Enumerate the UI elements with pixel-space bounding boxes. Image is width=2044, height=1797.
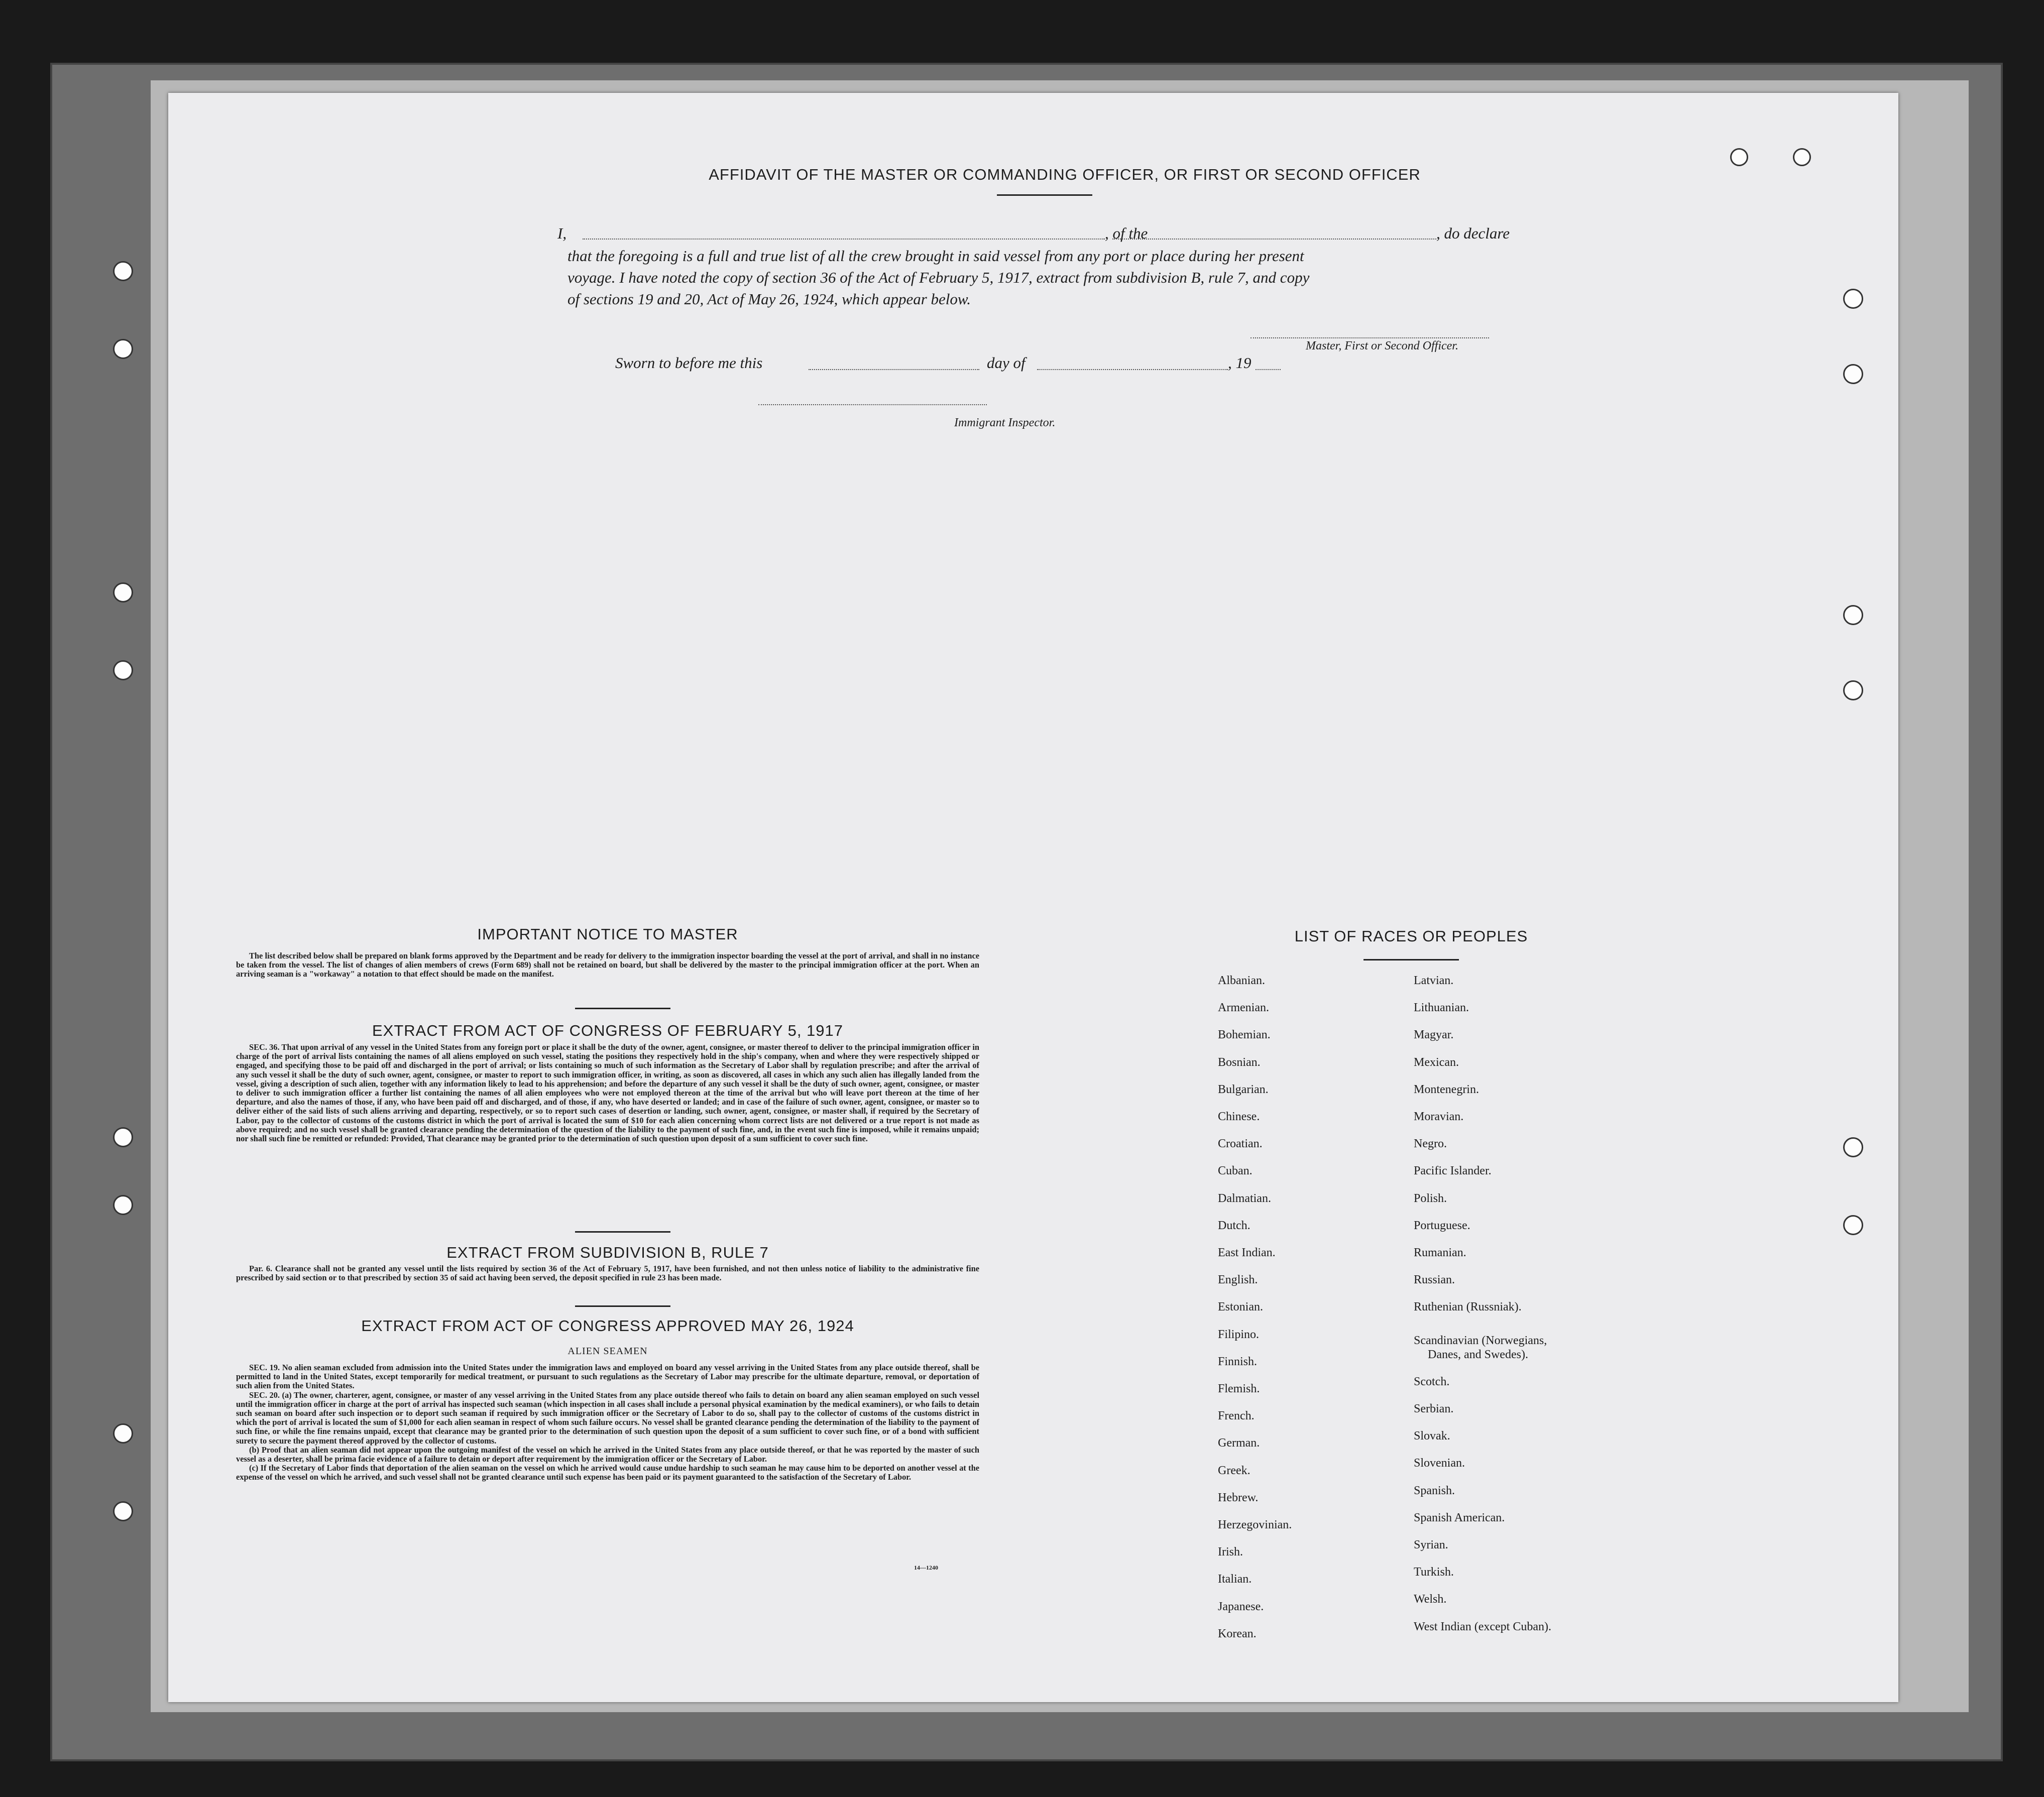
extract-1917-title: EXTRACT FROM ACT OF CONGRESS OF FEBRUARY 5, 1917 bbox=[372, 1022, 844, 1039]
page-punch-hole bbox=[1843, 1137, 1863, 1157]
race-item: Armenian. bbox=[1218, 1001, 1269, 1015]
extract-1924-title: EXTRACT FROM ACT OF CONGRESS APPROVED MAY 26, 1924 bbox=[361, 1317, 854, 1335]
race-item: Montenegrin. bbox=[1414, 1083, 1479, 1096]
race-item: Greek. bbox=[1218, 1464, 1251, 1477]
sworn-day-of: day of bbox=[987, 354, 1026, 372]
race-item: Bohemian. bbox=[1218, 1028, 1271, 1042]
binder-hole bbox=[113, 582, 133, 603]
master-signature-line[interactable] bbox=[1251, 337, 1489, 338]
notice-paragraph: The list described below shall be prepared on blank forms approved by the Department and be ready for delivery to the immigration inspector boarding the vessel at the port of arrival, and shall in no instance be taken from the vessel. The list of changes of alien members of crews (Form 689) shall not be retained on board, but shall be delivered by the master to the principal immigration officer at the port. When an arriving seaman is a "workaway" a notation to that effect should be made on the manifest. bbox=[236, 951, 979, 979]
sworn-month-blank[interactable] bbox=[1037, 369, 1228, 370]
notice-title: IMPORTANT NOTICE TO MASTER bbox=[477, 925, 738, 943]
affidavit-of-the: , of the bbox=[1105, 224, 1148, 242]
section-19-text: SEC. 19. No alien seaman excluded from admission into the United States under the immigration laws and employed on board any vessel arriving in the United States from any place outside thereof, shall be permitted to land in the United States, except temporarily for medical treatment, or pursuant to such regulations as the Secretary of Labor may prescribe for the ultimate departure, removal, or deportation of such alien from the United States. bbox=[236, 1363, 979, 1391]
divider bbox=[575, 1231, 670, 1233]
page-punch-hole bbox=[1843, 680, 1863, 700]
race-item: Danes, and Swedes). bbox=[1428, 1348, 1528, 1361]
vessel-line[interactable] bbox=[1112, 238, 1436, 239]
extract-1917-body bbox=[236, 1043, 979, 1143]
race-item: Cuban. bbox=[1218, 1164, 1253, 1178]
affidavit-line-4: of sections 19 and 20, Act of May 26, 1924, which appear below. bbox=[567, 290, 971, 308]
race-item: Lithuanian. bbox=[1414, 1001, 1469, 1015]
binder-hole bbox=[113, 660, 133, 680]
race-item: Herzegovinian. bbox=[1218, 1518, 1292, 1531]
race-item: Latvian. bbox=[1414, 974, 1454, 987]
races-underline bbox=[1364, 959, 1459, 961]
page-punch-hole bbox=[1843, 1215, 1863, 1235]
race-item: Negro. bbox=[1414, 1137, 1447, 1151]
affidavit-i: I, bbox=[557, 224, 567, 242]
race-item: Korean. bbox=[1218, 1627, 1257, 1640]
race-item: Croatian. bbox=[1218, 1137, 1263, 1151]
race-item: Mexican. bbox=[1414, 1055, 1459, 1069]
race-item: Hebrew. bbox=[1218, 1491, 1259, 1504]
race-item: Dalmatian. bbox=[1218, 1191, 1271, 1205]
page-punch-hole bbox=[1843, 289, 1863, 309]
race-item: Russian. bbox=[1414, 1273, 1455, 1287]
race-item: French. bbox=[1218, 1409, 1255, 1423]
race-item: Bulgarian. bbox=[1218, 1083, 1269, 1096]
inspector-signature-line[interactable] bbox=[758, 404, 987, 405]
alien-seamen-subtitle: ALIEN SEAMEN bbox=[567, 1346, 648, 1357]
section-20c-text: (c) If the Secretary of Labor finds that deportation of the alien seaman on the vessel on which he arrived would cause undue hardship to such seaman he may cause him to be deported on another vessel at the expense of the vessel on which he arrived, and such vessel shall not be granted clearance until such expense has been paid or its payment guaranteed to the satisfaction of the Secretary of Labor. bbox=[236, 1463, 979, 1482]
race-item: Estonian. bbox=[1218, 1300, 1263, 1314]
affidavit-do-declare: , do declare bbox=[1436, 224, 1510, 242]
race-item: Spanish American. bbox=[1414, 1511, 1505, 1524]
sworn-day-blank[interactable] bbox=[809, 369, 979, 370]
page-punch-hole bbox=[1793, 148, 1811, 166]
races-title: LIST OF RACES OR PEOPLES bbox=[1294, 927, 1528, 945]
race-item: Scandinavian (Norwegians, bbox=[1414, 1334, 1547, 1347]
race-item: German. bbox=[1218, 1436, 1260, 1450]
affidavit-title: AFFIDAVIT OF THE MASTER OR COMMANDING OFFICER, OR FIRST OR SECOND OFFICER bbox=[709, 166, 1421, 183]
race-item: Flemish. bbox=[1218, 1382, 1260, 1395]
race-item: Filipino. bbox=[1218, 1328, 1260, 1341]
race-item: English. bbox=[1218, 1273, 1258, 1287]
notice-body bbox=[236, 951, 979, 979]
race-item: Irish. bbox=[1218, 1545, 1243, 1559]
page-punch-hole bbox=[1730, 148, 1748, 166]
page-punch-hole bbox=[1843, 605, 1863, 625]
race-item: Ruthenian (Russniak). bbox=[1414, 1300, 1522, 1314]
race-item: Albanian. bbox=[1218, 974, 1265, 987]
race-item: Finnish. bbox=[1218, 1355, 1258, 1368]
binder-hole bbox=[113, 1127, 133, 1147]
race-item: Serbian. bbox=[1414, 1402, 1454, 1415]
race-item: Pacific Islander. bbox=[1414, 1164, 1492, 1178]
race-item: Polish. bbox=[1414, 1191, 1447, 1205]
binder-hole bbox=[113, 1195, 133, 1215]
binder-hole bbox=[113, 1501, 133, 1521]
sworn-year: , 19 bbox=[1228, 354, 1252, 372]
title-underline bbox=[997, 194, 1092, 196]
race-item: Japanese. bbox=[1218, 1600, 1264, 1613]
race-item: Syrian. bbox=[1414, 1538, 1448, 1551]
race-item: Moravian. bbox=[1414, 1110, 1464, 1123]
race-item: Welsh. bbox=[1414, 1593, 1447, 1606]
name-blank[interactable] bbox=[583, 238, 1105, 239]
section-36-text: SEC. 36. That upon arrival of any vessel in the United States from any foreign port or place it shall be the duty of the owner, agent, consignee, or master thereof to deliver to the principal immigration officer in charge of the port of arrival lists containing the names of all aliens employed on such vessel, stating the positions they respectively hold in the ship's company, when and where they were respectively shipped or engaged, and specifying those to be paid off and discharged in the port of arrival; or lists containing so much of such information as the Secretary of Labor shall by regulation prescribe; and after the arrival of any such vessel it shall be the duty of such owner, agent, consignee, or master to report to such immigration officer, in writing, as soon as discovered, all cases in which any such alien has illegally landed from the vessel, giving a description of such alien, together with any information likely to lead to his apprehension; and before the departure of any such vessel it shall be the duty of such owner, agent, consignee, or master to deliver to such immigration officer a further list containing the names of all alien employees who were not employed thereon at the time of the arrival but who will leave port thereon at the time of her departure, and also the names of those, if any, who have been paid off and discharged, and of those, if any, who have deserted or landed; and in case of the failure of such owner, agent, consignee, or master so to deliver either of the said lists of such aliens arriving and departing, respectively, or so to report such cases of desertion or landing, such owner, agent, consignee, or master shall, if required by the Secretary of Labor, pay to the collector of customs of the customs district in which the port of arrival is located the sum of $10 for each alien concerning whom correct lists are not delivered or a true report is not made as above required; and no such vessel shall be granted clearance pending the determination of the question of the liability to the payment of such fine, and, in the event such fine is imposed, while it remains unpaid; nor shall such fine be remitted or refunded: Provided, That clearance may be granted prior to the determination of such question upon deposit of a sum sufficient to cover such fine. bbox=[236, 1042, 979, 1144]
extract-rule7-body bbox=[236, 1264, 979, 1282]
binder-hole bbox=[113, 261, 133, 281]
form-number: 14—1240 bbox=[914, 1564, 938, 1571]
affidavit-line-2: that the foregoing is a full and true list of all the crew brought in said vessel from any port or place during her present bbox=[567, 247, 1304, 265]
race-item: West Indian (except Cuban). bbox=[1414, 1620, 1551, 1633]
inspector-caption: Immigrant Inspector. bbox=[954, 416, 1056, 429]
extract-1924-body bbox=[236, 1363, 979, 1482]
race-item: Chinese. bbox=[1218, 1110, 1260, 1123]
race-item: Dutch. bbox=[1218, 1219, 1251, 1232]
race-item: Slovak. bbox=[1414, 1429, 1450, 1443]
race-item: Scotch. bbox=[1414, 1375, 1450, 1388]
divider bbox=[575, 1008, 670, 1009]
sworn-year-blank[interactable] bbox=[1256, 369, 1281, 370]
sworn-prefix: Sworn to before me this bbox=[615, 354, 763, 372]
race-item: Spanish. bbox=[1414, 1484, 1455, 1497]
binder-hole bbox=[113, 1423, 133, 1444]
section-20a-text: SEC. 20. (a) The owner, charterer, agent, consignee, or master of any vessel arriving in the United States from any place outside thereof who fails to detain on board any alien seaman employed on such vessel until the immigration officer in charge at the port of arrival has inspected such seaman (which inspection in all cases shall include a personal physical examination by the medical examiners), or who fails to detain such seaman on board after such inspection or to deport such seaman if required by such immigration officer or the Secretary of Labor to do so, shall pay to the collector of customs of the customs district in which the port of arrival is located the sum of $1,000 for each alien seaman in respect of whom such failure occurs. No vessel shall be granted clearance pending the determination of the liability to the payment of such fine, or while the fine remains unpaid, except that clearance may be granted prior to the determination of such question upon the deposit of a sum sufficient to cover such fine, or of a bond with sufficient surety to secure the payment thereof approved by the collector of customs. bbox=[236, 1390, 979, 1446]
race-item: Italian. bbox=[1218, 1573, 1252, 1586]
race-item: Slovenian. bbox=[1414, 1457, 1465, 1470]
race-item: Portuguese. bbox=[1414, 1219, 1470, 1232]
divider bbox=[575, 1305, 670, 1307]
race-item: East Indian. bbox=[1218, 1246, 1276, 1259]
affidavit-line-1 bbox=[557, 224, 1522, 243]
extract-rule7-title: EXTRACT FROM SUBDIVISION B, RULE 7 bbox=[446, 1244, 769, 1261]
section-20b-text: (b) Proof that an alien seaman did not appear upon the outgoing manifest of the vessel on which he arrived in the United States from any place outside thereof, or that he was reported by the master of such vessel as a deserter, shall be prima facie evidence of a failure to detain or deport after requirement by the immigration officer or the Secretary of Labor. bbox=[236, 1445, 979, 1464]
page-punch-hole bbox=[1843, 364, 1863, 384]
race-item: Magyar. bbox=[1414, 1028, 1454, 1042]
binder-hole bbox=[113, 339, 133, 359]
par-6-text: Par. 6. Clearance shall not be granted any vessel until the lists required by section 36 of the Act of February 5, 1917, have been furnished, and not then unless notice of liability to the administrative fine prescribed by said section or to that prescribed by section 35 of said act having been served, the deposit specified in rule 23 has been made. bbox=[236, 1264, 979, 1283]
race-item: Turkish. bbox=[1414, 1566, 1454, 1579]
race-item: Rumanian. bbox=[1414, 1246, 1466, 1259]
master-caption: Master, First or Second Officer. bbox=[1306, 339, 1458, 352]
affidavit-line-3: voyage. I have noted the copy of section 36 of the Act of February 5, 1917, extract from subdivision B, rule 7, and copy bbox=[567, 269, 1310, 286]
race-item: Bosnian. bbox=[1218, 1055, 1261, 1069]
